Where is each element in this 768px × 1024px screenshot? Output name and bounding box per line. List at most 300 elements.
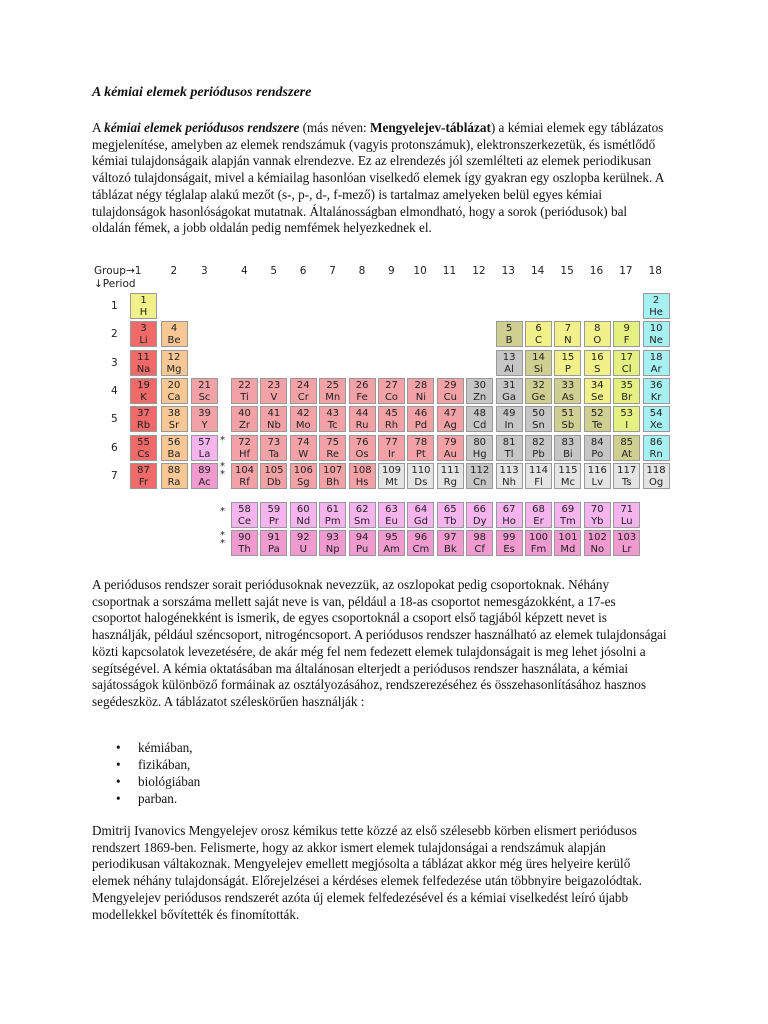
element-symbol: U [299, 544, 307, 555]
lanthanide-cell [584, 502, 611, 528]
element-cell [319, 463, 346, 489]
group-number-label: 3 [201, 265, 208, 277]
atomic-number: 98 [473, 532, 487, 543]
element-cell [613, 463, 640, 489]
atomic-number: 6 [535, 323, 542, 335]
atomic-number: 65 [443, 504, 457, 515]
element-symbol: Zn [473, 391, 487, 403]
element-symbol: Pb [532, 448, 545, 460]
atomic-number: 74 [296, 436, 310, 448]
element-cell [290, 406, 317, 432]
atomic-number: 61 [326, 504, 340, 515]
element-cell [407, 406, 434, 432]
element-cell [161, 378, 188, 404]
lanthanide-row-marker: * [220, 506, 225, 517]
intro-alt-name: Mengyelejev-táblázat [370, 120, 491, 135]
actinide-cell [290, 530, 317, 556]
element-cell [584, 378, 611, 404]
element-cell [466, 378, 493, 404]
element-cell [643, 406, 670, 432]
element-symbol: Ta [268, 448, 280, 460]
element-symbol: Te [592, 420, 603, 432]
element-cell [130, 435, 157, 461]
element-cell [496, 321, 523, 347]
element-symbol: Be [167, 335, 181, 347]
atomic-number: 41 [267, 408, 281, 420]
element-symbol: F [623, 335, 630, 347]
group-number-label: 5 [270, 265, 278, 277]
atomic-number: 112 [470, 464, 490, 476]
element-symbol: Y [201, 420, 208, 432]
element-cell [231, 378, 258, 404]
period-number-label: 7 [111, 469, 118, 482]
actinide-cell [496, 530, 523, 556]
atomic-number: 32 [532, 379, 545, 391]
element-symbol: Cr [297, 391, 309, 403]
element-symbol: Re [326, 448, 340, 460]
atomic-number: 19 [137, 379, 150, 391]
element-symbol: N [564, 335, 572, 347]
element-cell [584, 463, 611, 489]
atomic-number: 42 [296, 408, 310, 420]
lanthanide-cell [319, 502, 346, 528]
element-symbol: Tm [559, 516, 576, 527]
atomic-number: 86 [649, 436, 663, 448]
atomic-number: 51 [561, 408, 575, 420]
element-symbol: Si [533, 363, 544, 375]
element-cell [643, 463, 670, 489]
element-cell [260, 463, 287, 489]
atomic-number: 37 [137, 408, 150, 420]
actinide-cell [319, 530, 346, 556]
element-cell [496, 463, 523, 489]
element-symbol: Ce [237, 516, 252, 527]
list-item [92, 756, 200, 773]
atomic-number: 72 [238, 436, 251, 448]
atomic-number: 101 [558, 532, 578, 543]
atomic-number: 76 [355, 436, 369, 448]
element-symbol: Ar [650, 363, 662, 375]
atomic-number: 30 [473, 379, 487, 391]
element-symbol: Xe [649, 420, 663, 432]
atomic-number: 94 [355, 532, 369, 543]
atomic-number: 52 [590, 408, 604, 420]
actinide-cell [525, 530, 552, 556]
element-symbol: At [621, 448, 632, 460]
element-symbol: Dy [472, 516, 487, 527]
element-cell [525, 350, 552, 376]
atomic-number: 105 [264, 464, 284, 476]
actinide-cell [349, 530, 376, 556]
atomic-number: 4 [170, 323, 178, 335]
element-symbol: Po [591, 448, 604, 460]
atomic-number: 16 [590, 351, 604, 363]
element-symbol: Nb [266, 420, 281, 432]
element-cell [231, 435, 258, 461]
atomic-number: 71 [620, 504, 634, 515]
atomic-number: 44 [355, 408, 369, 420]
actinide-cell [613, 530, 640, 556]
element-symbol: Li [139, 335, 148, 347]
group-axis-label: Group→1 [94, 265, 142, 277]
element-symbol: Ag [443, 420, 457, 432]
element-symbol: No [590, 544, 605, 555]
element-symbol: Cl [621, 363, 632, 375]
lanthanide-cell [554, 502, 581, 528]
element-cell [319, 406, 346, 432]
element-symbol: H [139, 307, 148, 318]
element-cell [437, 435, 464, 461]
atomic-number: 55 [137, 436, 150, 448]
group-number-label: 4 [241, 265, 248, 277]
atomic-number: 118 [646, 464, 666, 476]
element-cell [525, 406, 552, 432]
element-symbol: Co [384, 391, 399, 403]
atomic-number: 8 [594, 323, 601, 335]
element-symbol: Th [238, 544, 251, 555]
element-symbol: Ru [355, 420, 369, 432]
atomic-number: 90 [238, 532, 251, 543]
element-cell [161, 463, 188, 489]
element-cell [466, 463, 493, 489]
element-cell [231, 406, 258, 432]
element-symbol: Sm [354, 516, 371, 527]
atomic-number: 97 [443, 532, 457, 543]
element-symbol: Na [136, 363, 151, 375]
usage-list [92, 739, 200, 807]
lanthanide-cell [260, 502, 287, 528]
actinide-cell [584, 530, 611, 556]
element-symbol: As [561, 391, 574, 403]
element-cell [525, 463, 552, 489]
atomic-number: 69 [561, 504, 575, 515]
intro-paragraph [92, 120, 668, 237]
element-cell [437, 406, 464, 432]
atomic-number: 60 [296, 504, 310, 515]
element-cell [130, 293, 157, 319]
group-number-label: 16 [589, 265, 604, 277]
element-symbol: Og [648, 476, 664, 488]
list-item-text: parban. [138, 791, 178, 806]
atomic-number: 81 [502, 436, 516, 448]
atomic-number: 79 [443, 436, 457, 448]
element-symbol: Ts [621, 476, 632, 488]
element-cell [378, 406, 405, 432]
element-symbol: Pu [355, 544, 369, 555]
element-cell [584, 350, 611, 376]
group-number-label: 7 [329, 265, 336, 277]
element-cell [161, 350, 188, 376]
lanthanide-cell [466, 502, 493, 528]
element-symbol: C [535, 335, 542, 347]
element-symbol: Rn [649, 448, 663, 460]
intro-rest: ) a kémiai elemek egy táblázatos megjelenítése, amelyben az elemek rendszámuk (vagyis protonszámuk), elektronszerkezetük, és ismétlődő kémiai tulajdonságaik alapján vannak elrendezve. Ez az elrendezés jól szemlélteti az elemek periodikusan változó tulajdonságait, mivel a kémiailag hasonlóan viselkedő elemek így gyakran egy oszlopba kerülnek. A táblázat négy téglalap alakú mezőt (s-, p-, d-, f-mező) is tartalmaz amelyeken belül egyes kémiai tulajdonságok hasonlóságokat mutatnak. Általánosságban elmondható, hogy a sorok (periódusok) bal oldalán fémek, a jobb oldalán pedig nemfémek helyezkednek el. [92, 120, 664, 236]
element-cell [496, 350, 523, 376]
element-symbol: Lr [621, 544, 632, 555]
group-number-label: 15 [560, 265, 574, 277]
element-symbol: Sg [296, 476, 310, 488]
atomic-number: 21 [198, 379, 211, 391]
element-cell [260, 406, 287, 432]
atomic-number: 23 [267, 379, 281, 391]
element-symbol: Hs [355, 476, 369, 488]
periods-paragraph: A periódusos rendszer sorait periódusoknak nevezzük, az oszlopokat pedig csoportoknak. Néhány csoportnak a sorszáma mellett saját neve is van, például a 18-as csoportot nemesgázokként, a 17-es csoportot halogénekként is ismerik, de egyes csoportoknál a csoport első tagjából képzett nevet is használják, például széncsoport, nitrogéncsoport. A periódusos rendszer használható az elemek tulajdonságai közti kapcsolatok levezetésére, de akár még fel nem fedezett elemek tulajdonságait is meg lehet jósolni a segítségével. A kémia oktatásában ma általánosan elterjedt a periódusos rendszer használata, a kémiai sajátosságok különböző formáinak az osztályozásához, rendszerezéséhez és összehasonlításához hasznos segédeszköz. A táblázatot széleskörűen használják : [92, 577, 667, 709]
actinide-row-marker: * * [220, 530, 225, 549]
period-number-label: 4 [111, 384, 118, 397]
element-cell [525, 378, 552, 404]
group-number-label: 11 [442, 265, 457, 277]
lanthanide-cell [378, 502, 405, 528]
atomic-number: 66 [473, 504, 487, 515]
atomic-number: 63 [385, 504, 398, 515]
actinide-cell [260, 530, 287, 556]
element-cell [161, 435, 188, 461]
lanthanide-cell [231, 502, 258, 528]
period-number-label: 2 [111, 328, 118, 341]
element-cell [554, 463, 581, 489]
element-cell [319, 378, 346, 404]
element-symbol: Sc [198, 391, 211, 403]
element-symbol: Lv [591, 476, 604, 488]
atomic-number: 100 [528, 532, 549, 543]
atomic-number: 102 [587, 532, 607, 543]
atomic-number: 14 [532, 351, 545, 363]
element-symbol: Fm [530, 544, 547, 555]
element-cell [466, 435, 493, 461]
element-cell [378, 463, 405, 489]
atomic-number: 17 [620, 351, 634, 363]
lanthanide-cell [525, 502, 552, 528]
element-cell [643, 350, 670, 376]
atomic-number: 20 [167, 379, 181, 391]
element-symbol: Sb [561, 420, 575, 432]
element-symbol: O [593, 335, 602, 347]
element-symbol: Au [443, 448, 457, 460]
element-cell [260, 378, 287, 404]
element-cell [349, 378, 376, 404]
element-symbol: Nd [296, 516, 311, 527]
atomic-number: 116 [587, 464, 607, 476]
element-cell [554, 406, 581, 432]
group-number-label: 2 [170, 265, 178, 277]
atomic-number: 15 [561, 351, 575, 363]
group-number-label: 13 [501, 265, 515, 277]
element-cell [496, 378, 523, 404]
element-symbol: Rg [443, 476, 457, 488]
atomic-number: 95 [385, 532, 398, 543]
element-cell [643, 321, 670, 347]
element-symbol: Rh [384, 420, 399, 432]
atomic-number: 93 [326, 532, 340, 543]
element-symbol: W [298, 448, 309, 460]
element-symbol: Hf [238, 448, 251, 460]
group-number-label: 17 [619, 265, 633, 277]
element-cell [613, 350, 640, 376]
atomic-number: 75 [326, 436, 340, 448]
element-cell [584, 435, 611, 461]
element-cell [466, 406, 493, 432]
atomic-number: 34 [590, 379, 604, 391]
element-symbol: Es [503, 544, 515, 555]
atomic-number: 28 [414, 379, 428, 391]
element-symbol: Fe [356, 391, 368, 403]
element-cell [231, 463, 258, 489]
element-symbol: Os [355, 448, 369, 460]
atomic-number: 67 [502, 504, 516, 515]
atomic-number: 91 [267, 532, 281, 543]
atomic-number: 46 [414, 408, 428, 420]
lanthanide-cell [407, 502, 434, 528]
atomic-number: 82 [532, 436, 545, 448]
element-symbol: Fl [534, 476, 543, 488]
element-symbol: La [198, 448, 211, 460]
element-cell [496, 406, 523, 432]
atomic-number: 53 [620, 408, 634, 420]
element-symbol: Ne [649, 335, 663, 347]
atomic-number: 49 [502, 408, 516, 420]
lanthanide-cell [290, 502, 317, 528]
element-symbol: Ac [198, 476, 211, 488]
element-symbol: Mn [325, 391, 341, 403]
atomic-number: 117 [617, 464, 637, 476]
element-cell [130, 378, 157, 404]
atomic-number: 1 [140, 295, 147, 306]
element-cell [407, 435, 434, 461]
element-symbol: Pr [268, 516, 279, 527]
element-cell [319, 435, 346, 461]
element-cell [349, 406, 376, 432]
element-cell [584, 321, 611, 347]
atomic-number: 110 [411, 464, 431, 476]
element-symbol: Md [560, 544, 576, 555]
element-cell [643, 435, 670, 461]
actinide-cell [554, 530, 581, 556]
element-symbol: Mt [385, 476, 398, 488]
element-cell [525, 435, 552, 461]
atomic-number: 87 [137, 464, 150, 476]
atomic-number: 50 [532, 408, 545, 420]
atomic-number: 48 [473, 408, 487, 420]
atomic-number: 47 [443, 408, 457, 420]
atomic-number: 36 [649, 379, 663, 391]
actinide-cell [231, 530, 258, 556]
group-number-label: 6 [299, 265, 307, 277]
atomic-number: 106 [293, 464, 313, 476]
element-symbol: Ti [240, 391, 249, 403]
element-cell [161, 406, 188, 432]
atomic-number: 39 [198, 408, 211, 420]
element-symbol: K [140, 391, 147, 403]
atomic-number: 109 [381, 464, 402, 476]
atomic-number: 80 [473, 436, 487, 448]
element-cell [349, 463, 376, 489]
element-symbol: Eu [385, 516, 398, 527]
element-symbol: Ca [167, 391, 181, 403]
atomic-number: 54 [649, 408, 663, 420]
element-cell [525, 321, 552, 347]
element-symbol: Bi [563, 448, 573, 460]
element-symbol: Er [533, 516, 544, 527]
element-symbol: He [649, 307, 663, 318]
element-symbol: Am [383, 544, 400, 555]
element-symbol: Yb [591, 516, 604, 527]
atomic-number: 89 [198, 464, 211, 476]
lanthanide-cell [496, 502, 523, 528]
element-cell [130, 406, 157, 432]
element-symbol: Cd [473, 420, 487, 432]
list-item [92, 790, 200, 807]
element-symbol: Al [504, 363, 514, 375]
element-symbol: Tb [444, 516, 457, 527]
element-cell [554, 350, 581, 376]
atomic-number: 84 [590, 436, 604, 448]
element-symbol: Ga [502, 391, 517, 403]
atomic-number: 57 [198, 436, 211, 448]
element-cell [130, 321, 157, 347]
element-cell [191, 435, 218, 461]
element-cell [378, 378, 405, 404]
element-cell [191, 406, 218, 432]
element-symbol: Pa [268, 544, 280, 555]
atomic-number: 33 [561, 379, 575, 391]
bullet-icon: • [116, 774, 121, 789]
bullet-icon: • [116, 757, 121, 772]
atomic-number: 103 [617, 532, 637, 543]
element-symbol: Ds [414, 476, 428, 488]
element-symbol: Cf [474, 544, 485, 555]
lanthanide-marker: * [220, 435, 225, 446]
element-cell [349, 435, 376, 461]
element-symbol: Hg [472, 448, 487, 460]
element-symbol: Zr [239, 420, 250, 432]
element-symbol: Bh [326, 476, 340, 488]
element-symbol: Tl [504, 448, 514, 460]
intro-lead: A [92, 120, 105, 135]
atomic-number: 9 [623, 323, 630, 335]
atomic-number: 99 [502, 532, 516, 543]
element-symbol: Db [266, 476, 281, 488]
atomic-number: 88 [167, 464, 181, 476]
element-symbol: Ho [502, 516, 516, 527]
element-symbol: Pd [414, 420, 428, 432]
element-symbol: Mc [560, 476, 575, 488]
element-cell [290, 378, 317, 404]
atomic-number: 24 [296, 379, 310, 391]
atomic-number: 12 [167, 351, 181, 363]
atomic-number: 115 [558, 464, 578, 476]
element-symbol: Cn [473, 476, 487, 488]
period-number-label: 5 [111, 413, 118, 426]
element-cell [260, 435, 287, 461]
atomic-number: 10 [649, 323, 663, 335]
element-symbol: Sr [168, 420, 180, 432]
element-symbol: Pm [324, 516, 341, 527]
page-title: A kémiai elemek periódusos rendszere [92, 85, 312, 100]
atomic-number: 43 [326, 408, 340, 420]
atomic-number: 13 [502, 351, 516, 363]
atomic-number: 111 [440, 464, 460, 476]
atomic-number: 7 [564, 323, 572, 335]
atomic-number: 104 [234, 464, 255, 476]
element-symbol: B [505, 335, 513, 347]
actinide-marker: * * [220, 461, 225, 480]
intro-mid: (más néven: [299, 120, 371, 135]
atomic-number: 11 [137, 351, 150, 363]
element-symbol: Mo [295, 420, 311, 432]
atomic-number: 35 [620, 379, 634, 391]
list-item-text: biológiában [138, 774, 201, 789]
group-number-label: 8 [358, 265, 366, 277]
